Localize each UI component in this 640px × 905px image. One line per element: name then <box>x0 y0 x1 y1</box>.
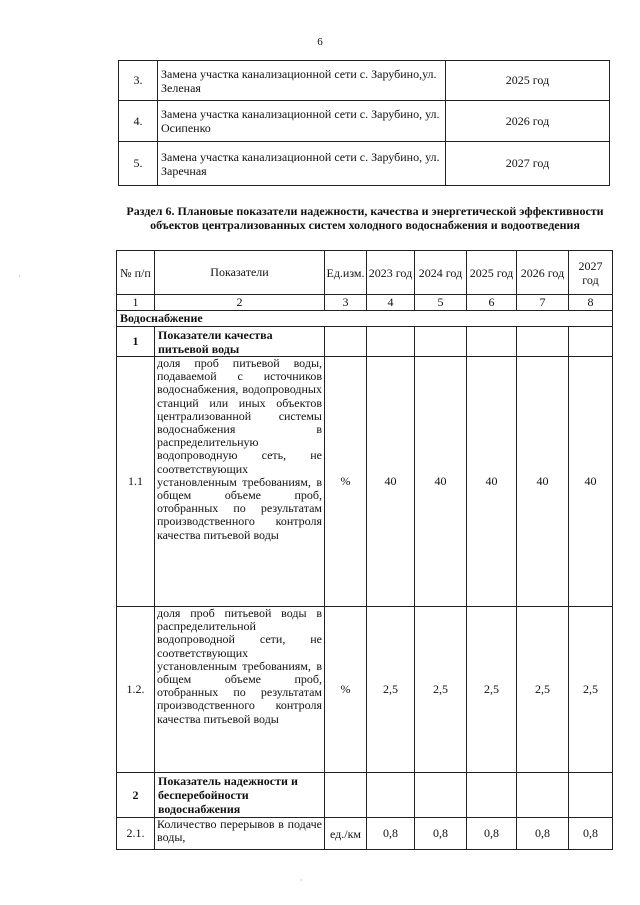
section-row <box>117 311 613 327</box>
table-row <box>119 101 610 142</box>
group-number: 2 <box>117 773 155 818</box>
indicator-value: 40 <box>415 357 467 607</box>
indicator-row <box>117 818 613 850</box>
header-num: № п/п <box>117 251 155 295</box>
indicator-row <box>117 607 613 773</box>
col-number: 6 <box>467 295 517 311</box>
row-number: 4. <box>119 101 158 142</box>
work-year: 2027 год <box>446 142 610 186</box>
group-row <box>117 327 613 357</box>
indicator-value: 40 <box>367 357 415 607</box>
col-number: 8 <box>569 295 613 311</box>
group-label: Показатели качества питьевой воды <box>155 327 325 357</box>
column-numbers-row <box>117 295 613 311</box>
header-year: 2027 год <box>569 251 613 295</box>
table-row <box>119 142 610 186</box>
indicator-number: 1.1 <box>117 357 155 607</box>
header-indicators: Показатели <box>155 251 325 295</box>
header-year: 2025 год <box>467 251 517 295</box>
header-year: 2024 год <box>415 251 467 295</box>
group-number: 1 <box>117 327 155 357</box>
indicator-value: 40 <box>569 357 613 607</box>
work-name: Замена участка канализационной сети с. Зарубино,ул. Зеленая <box>158 61 446 101</box>
work-name: Замена участка канализационной сети с. Зарубино, ул. Осипенко <box>158 101 446 142</box>
indicator-text: доля проб питьевой воды в распределительной водопроводной сети, не соответствующих установленным требованиям, в общем объеме проб, отобранных по результатам производственного контроля качества питьевой воды <box>155 607 325 773</box>
indicator-row <box>117 357 613 607</box>
empty-cell <box>367 327 415 357</box>
row-number: 5. <box>119 142 158 186</box>
indicator-value: 2,5 <box>367 607 415 773</box>
col-number: 1 <box>117 295 155 311</box>
empty-cell <box>415 773 467 818</box>
indicator-value: 40 <box>517 357 569 607</box>
indicator-value: 40 <box>467 357 517 607</box>
indicator-text: доля проб питьевой воды, подаваемой с источников водоснабжения, водопроводных станций или иных объектов централизованной системы водоснабжения в распределительную водопроводную сеть, не соответствующих установленным требованиям, в общем объеме проб, отобранных по результатам производственного контроля качества питьевой воды <box>155 357 325 607</box>
scan-speck: · <box>300 876 303 885</box>
work-year: 2025 год <box>446 61 610 101</box>
empty-cell <box>569 773 613 818</box>
indicator-text: Количество перерывов в подаче воды, <box>155 818 325 850</box>
indicator-value: 2,5 <box>569 607 613 773</box>
indicator-value: 2,5 <box>517 607 569 773</box>
empty-cell <box>569 327 613 357</box>
header-unit: Ед.изм. <box>325 251 367 295</box>
empty-cell <box>367 773 415 818</box>
header-row <box>117 251 613 295</box>
indicator-value: 0,8 <box>569 818 613 850</box>
row-number: 3. <box>119 61 158 101</box>
indicator-value: 0,8 <box>367 818 415 850</box>
group-label: Показатель надежности и бесперебойности водоснабжения <box>155 773 325 818</box>
empty-cell <box>325 327 367 357</box>
indicator-number: 2.1. <box>117 818 155 850</box>
section-water: Водоснабжение <box>117 311 613 327</box>
table-row <box>119 61 610 101</box>
empty-cell <box>517 327 569 357</box>
section-title: Раздел 6. Плановые показатели надежности, качества и энергетической эффективности объектов централизованных систем холодного водоснабжения и водоотведения <box>126 204 604 232</box>
indicators-table <box>116 250 613 850</box>
col-number: 7 <box>517 295 569 311</box>
work-name: Замена участка канализационной сети с. Зарубино, ул. Заречная <box>158 142 446 186</box>
indicator-value: 2,5 <box>467 607 517 773</box>
works-table <box>118 60 610 186</box>
indicator-unit: ед./км <box>325 818 367 850</box>
header-year: 2023 год <box>367 251 415 295</box>
col-number: 5 <box>415 295 467 311</box>
page-number: 6 <box>317 36 323 48</box>
empty-cell <box>517 773 569 818</box>
indicator-value: 2,5 <box>415 607 467 773</box>
indicator-number: 1.2. <box>117 607 155 773</box>
group-row <box>117 773 613 818</box>
indicator-value: 0,8 <box>467 818 517 850</box>
col-number: 2 <box>155 295 325 311</box>
indicator-unit: % <box>325 357 367 607</box>
col-number: 3 <box>325 295 367 311</box>
header-year: 2026 год <box>517 251 569 295</box>
col-number: 4 <box>367 295 415 311</box>
indicator-unit: % <box>325 607 367 773</box>
empty-cell <box>325 773 367 818</box>
indicator-value: 0,8 <box>517 818 569 850</box>
work-year: 2026 год <box>446 101 610 142</box>
scan-speck: · <box>18 272 21 281</box>
empty-cell <box>415 327 467 357</box>
indicator-value: 0,8 <box>415 818 467 850</box>
empty-cell <box>467 327 517 357</box>
empty-cell <box>467 773 517 818</box>
